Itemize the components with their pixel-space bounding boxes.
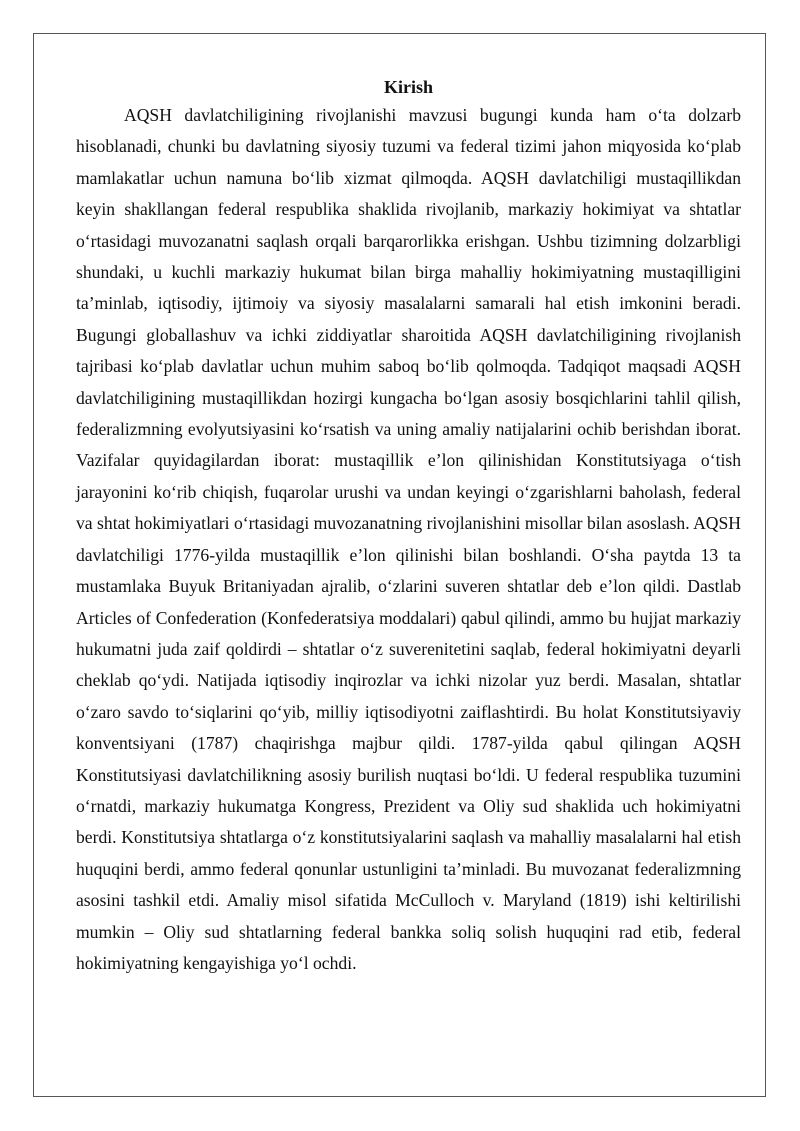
section-title: Kirish bbox=[383, 77, 433, 97]
document-content bbox=[76, 74, 741, 979]
body-paragraph: AQSH davlatchiligining rivojlanishi mavzusi bugungi kunda ham o‘ta dolzarb hisoblanadi, chunki bu davlatning siyosiy tuzumi va federal tizimi jahon miqyosida ko‘plab mamlakatlar uchun namuna bo‘lib xizmat qilmoqda. AQSH davlatchiligi mustaqillikdan keyin shakllangan federal respublika shaklida rivojlanib, markaziy hokimiyat va shtatlar o‘rtasidagi muvozanatni saqlash orqali barqarorlikka erishgan. Ushbu tizimning dolzarbligi shundaki, u kuchli markaziy hukumat bilan birga mahalliy hokimiyatning mustaqilligini ta’minlab, iqtisodiy, ijtimoiy va siyosiy masalalarni samarali hal etish imkonini beradi. Bugungi globallashuv va ichki ziddiyatlar sharoitida AQSH davlatchiligining rivojlanish tajribasi ko‘plab davlatlar uchun muhim saboq bo‘lib qolmoqda. Tadqiqot maqsadi AQSH davlatchiligining mustaqillikdan hozirgi kungacha bo‘lgan asosiy bosqichlarini tahlil qilish, federalizmning evolyutsiyasini ko‘rsatish va uning amaliy natijalarini ochib berishdan iborat. Vazifalar quyidagilardan iborat: mustaqillik e’lon qilinishidan Konstitutsiyaga o‘tish jarayonini ko‘rib chiqish, fuqarolar urushi va undan keyingi o‘zgarishlarni baholash, federal va shtat hokimiyatlari o‘rtasidagi muvozanatning rivojlanishini misollar bilan asoslash. AQSH davlatchiligi 1776-yilda mustaqillik e’lon qilinishi bilan boshlandi. O‘sha paytda 13 ta mustamlaka Buyuk Britaniyadan ajralib, o‘zlarini suveren shtatlar deb e’lon qildi. Dastlab Articles of Confederation (Konfederatsiya moddalari) qabul qilindi, ammo bu hujjat markaziy hukumatni juda zaif qoldirdi – shtatlar o‘z suverenitetini saqlab, federal hokimiyatni deyarli cheklab qo‘ydi. Natijada iqtisodiy inqirozlar va ichki nizolar yuz berdi. Masalan, shtatlar o‘zaro savdo to‘siqlarini qo‘yib, milliy iqtisodiyotni zaiflashtirdi. Bu holat Konstitutsiyaviy konventsiyani (1787) chaqirishga majbur qildi. 1787-yilda qabul qilingan AQSH Konstitutsiyasi davlatchilikning asosiy burilish nuqtasi bo‘ldi. U federal respublika tuzumini o‘rnatdi, markaziy hukumatga Kongress, Prezident va Oliy sud shaklida uch hokimiyatni berdi. Konstitutsiya shtatlarga o‘z konstitutsiyalarini saqlash va mahalliy masalalarni hal etish huquqini berdi, ammo federal qonunlar ustunligini ta’minladi. Bu muvozanat federalizmning asosini tashkil etdi. Amaliy misol sifatida McCulloch v. Maryland (1819) ishi keltirilishi mumkin – Oliy sud shtatlarning federal bankka soliq solish huquqini rad etib, federal hokimiyatning kengayishiga yo‘l ochdi. bbox=[76, 105, 741, 973]
